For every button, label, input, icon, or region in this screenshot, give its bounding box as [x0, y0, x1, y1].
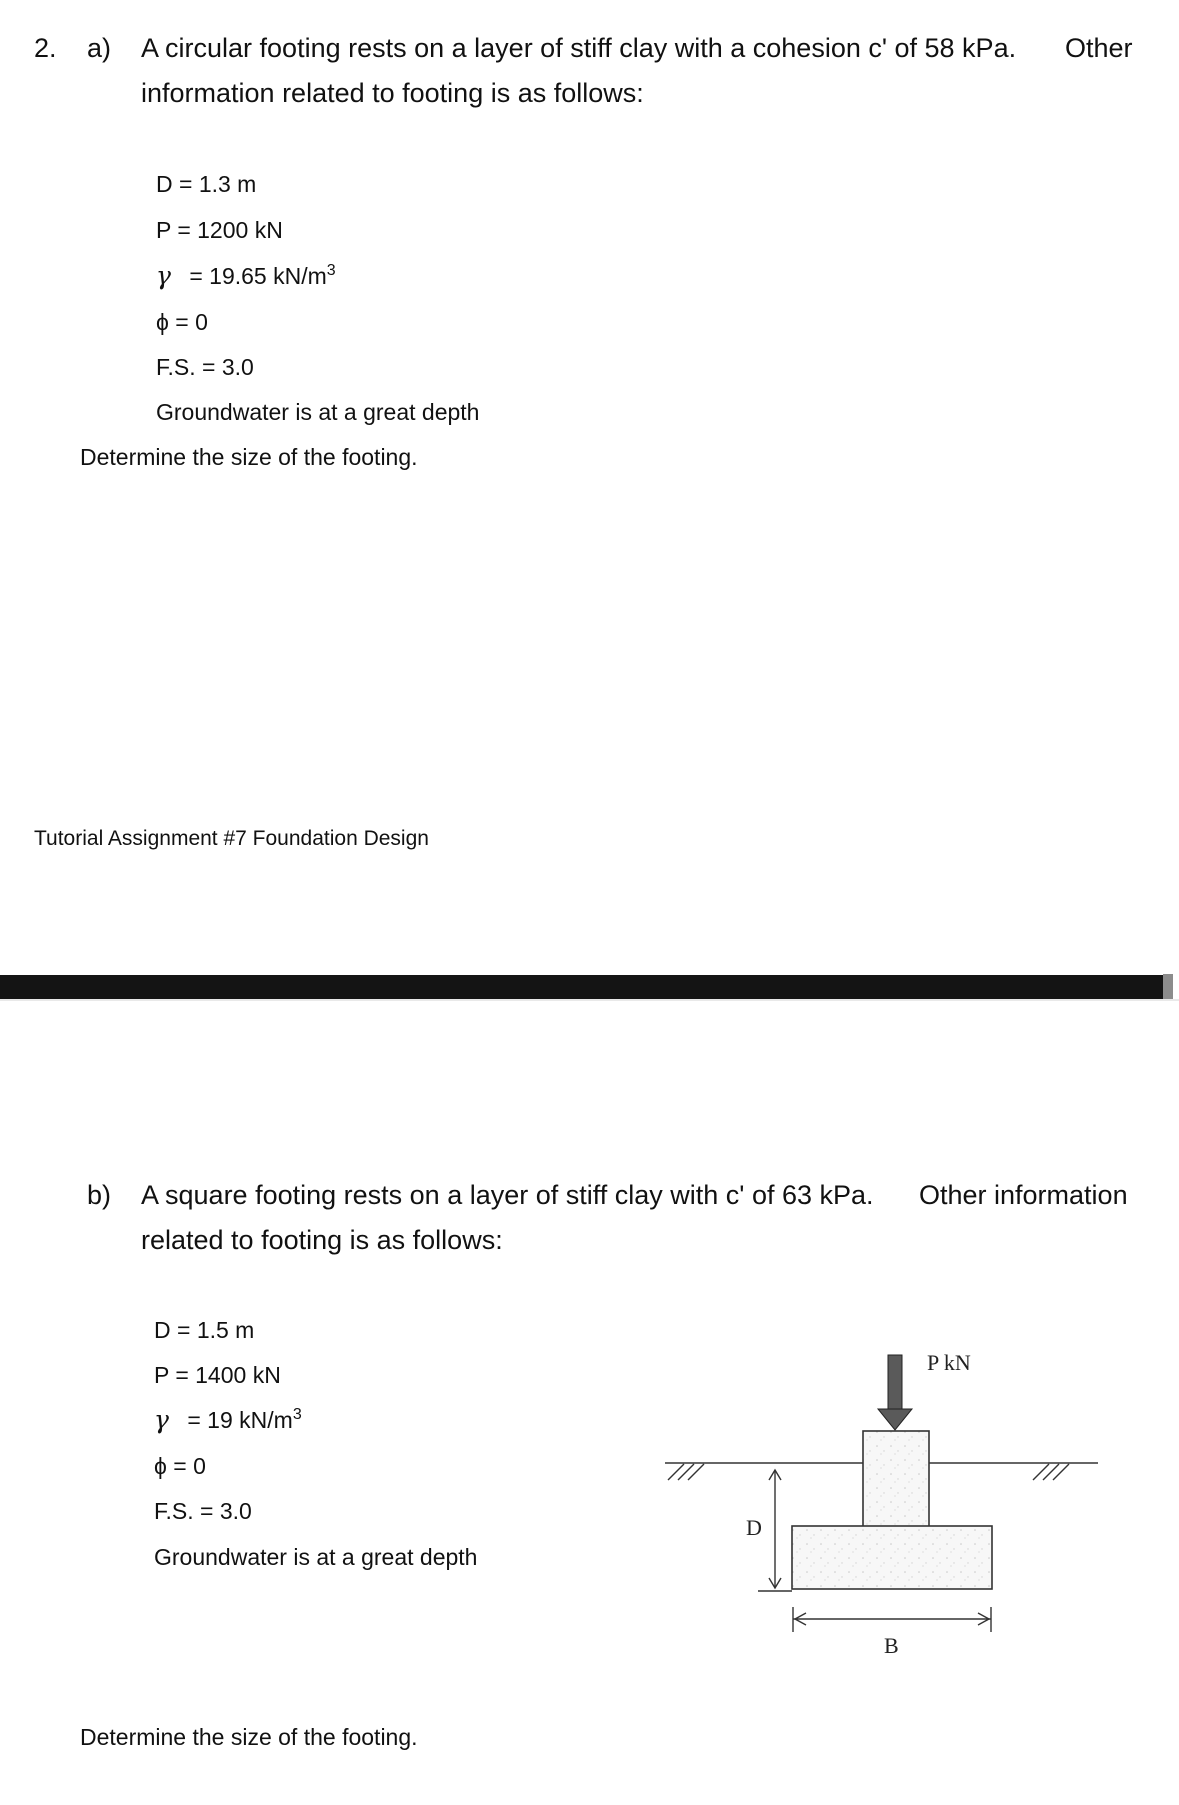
part-b-given-p: P = 1400 kN: [154, 1362, 281, 1388]
page-divider: [0, 975, 1165, 999]
part-b-given-gamma: [154, 1406, 302, 1434]
page-footer: Tutorial Assignment #7 Foundation Design: [34, 827, 429, 850]
part-b-statement-trailing: Other information: [919, 1180, 1128, 1210]
part-b-statement-line2: related to footing is as follows:: [141, 1225, 503, 1255]
footing-column: [863, 1431, 929, 1527]
part-a-task: Determine the size of the footing.: [80, 444, 418, 470]
part-b-given-phi: ϕ = 0: [154, 1453, 206, 1479]
part-a-given-groundwater: Groundwater is at a great depth: [156, 399, 480, 425]
part-a-statement-trailing: Other: [1065, 33, 1133, 63]
part-a-statement-line2: information related to footing is as follows:: [141, 78, 644, 108]
width-dimension: [793, 1607, 991, 1632]
part-b-given-d: D = 1.5 m: [154, 1317, 255, 1343]
question-number: 2.: [34, 33, 57, 63]
part-b-statement-line1: A square footing rests on a layer of stiff clay with c' of 63 kPa.: [141, 1180, 874, 1210]
gamma-value: = 19 kN/m: [187, 1407, 293, 1433]
load-label: P kN: [927, 1350, 971, 1375]
part-b-given-fs: F.S. = 3.0: [154, 1498, 252, 1524]
gamma-exponent: 3: [292, 1406, 302, 1423]
footing-diagram: [650, 1330, 1110, 1670]
gamma-value: = 19.65 kN/m: [189, 263, 327, 289]
part-a-statement-line1: A circular footing rests on a layer of stiff clay with a cohesion c' of 58 kPa.: [141, 33, 1017, 63]
gamma-symbol: γ: [154, 1405, 169, 1434]
part-a-given-phi: ϕ = 0: [156, 309, 208, 335]
part-b-label: b): [87, 1180, 112, 1210]
part-a-given-gamma: [156, 262, 336, 290]
footing-base: [792, 1526, 992, 1589]
gamma-symbol: γ: [156, 261, 171, 290]
part-a-given-p: P = 1200 kN: [156, 217, 283, 243]
depth-label: D: [746, 1515, 762, 1540]
part-b-task: Determine the size of the footing.: [80, 1724, 418, 1750]
part-a-label: a): [87, 33, 112, 63]
ground-hatch-right: [1033, 1464, 1069, 1480]
page-divider-shadow: [0, 999, 1179, 1001]
ground-hatch-left: [668, 1464, 704, 1480]
part-a-given-fs: F.S. = 3.0: [156, 354, 254, 380]
width-label: B: [884, 1633, 899, 1658]
page-divider-end: [1163, 974, 1173, 1000]
part-a-given-d: D = 1.3 m: [156, 171, 257, 197]
depth-dimension: [758, 1470, 792, 1591]
part-b-given-groundwater: Groundwater is at a great depth: [154, 1544, 478, 1570]
load-arrow: [878, 1355, 912, 1430]
gamma-exponent: 3: [326, 262, 336, 279]
